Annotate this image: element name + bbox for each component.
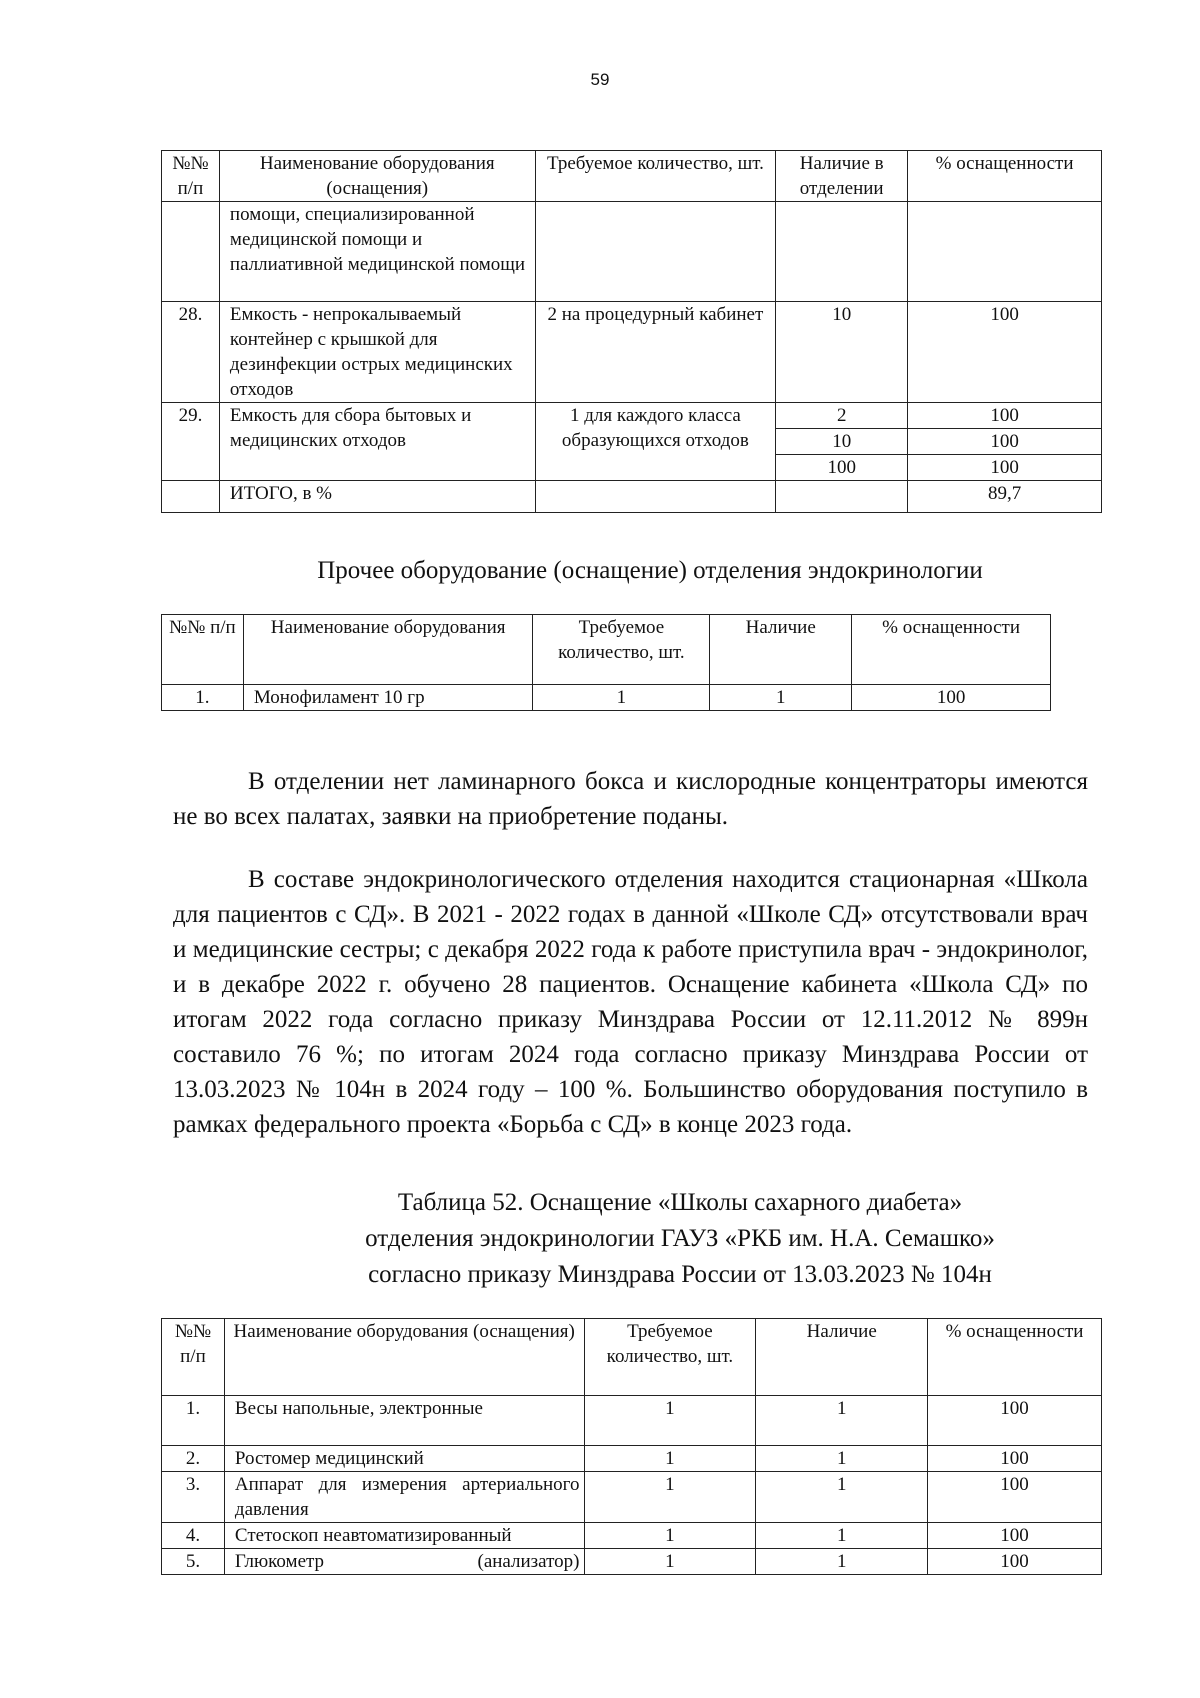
row-percent: 100 (928, 1446, 1102, 1472)
paragraph-1 (173, 764, 1088, 834)
row-name: Стетоскоп неавтоматизированный (224, 1523, 584, 1549)
table-caption (200, 1185, 1160, 1293)
row-required: 1 (533, 685, 710, 711)
header-percent: % оснащенности (908, 151, 1102, 202)
table-row (162, 1472, 1102, 1523)
row-percent: 100 (908, 302, 1102, 403)
row-name: Монофиламент 10 гр (243, 685, 533, 711)
page-number: 59 (590, 70, 610, 89)
row-required: 2 на процедурный кабинет (535, 302, 776, 403)
row-num: 29. (162, 403, 220, 481)
header-available: Наличие (756, 1319, 928, 1396)
row-num: 3. (162, 1472, 225, 1523)
table-header-row (162, 151, 1102, 202)
paragraph-2-text: В составе эндокринологического отделения находится стационарная «Школа для пациентов с СД». В 2021 - 2022 годах в данной «Школе СД» отсутствовали врач и медицинские сестры; с декабря 2022 года к работе приступила врач - эндокринолог, и в декабре 2022 г. обучено 28 пациентов. Оснащение кабинета «Школа СД» по итогам 2022 года согласно приказу Минздрава России от 12.11.2012 № 899н составило 76 %; по итогам 2024 года согласно приказу Минздрава России от 13.03.2023 № 104н в 2024 году – 100 %. Большинство оборудования поступило в рамках федерального проекта «Борьба с СД» в конце 2023 года. (173, 866, 1088, 1138)
header-num: №№ п/п (162, 615, 244, 685)
row-percent: 100 (928, 1523, 1102, 1549)
paragraph-1-text: В отделении нет ламинарного бокса и кислородные концентраторы имеются не во всех палатах, заявки на приобретение поданы. (173, 768, 1088, 830)
row-percent: 100 (928, 1472, 1102, 1523)
caption-line-3: согласно приказу Минздрава России от 13.03.2023 № 104н (368, 1261, 992, 1288)
header-available: Наличие (710, 615, 852, 685)
header-name: Наименование оборудования (оснащения) (224, 1319, 584, 1396)
row-percent: 100 (908, 429, 1102, 455)
row-available: 10 (776, 429, 908, 455)
row-num: 5. (162, 1549, 225, 1575)
row-percent: 100 (852, 685, 1051, 711)
row-available: 1 (756, 1472, 928, 1523)
row-name: Аппарат для измерения артериального давления (224, 1472, 584, 1523)
other-equipment-table (161, 614, 1051, 711)
row-required: 1 (584, 1549, 756, 1575)
caption-line-2: отделения эндокринологии ГАУЗ «РКБ им. Н.А. Семашко» (365, 1225, 995, 1252)
row-percent: 100 (928, 1396, 1102, 1446)
row-available: 1 (710, 685, 852, 711)
section-heading: Прочее оборудование (оснащение) отделения эндокринологии (317, 557, 983, 584)
table-row (162, 403, 1102, 429)
row-name: Емкость - непрокалываемый контейнер с крышкой для дезинфекции острых медицинских отходов (219, 302, 535, 403)
row-required: 1 (584, 1446, 756, 1472)
table-row (162, 302, 1102, 403)
table-row (162, 685, 1051, 711)
row-available: 10 (776, 302, 908, 403)
row-name: помощи, специализированной медицинской помощи и паллиативной медицинской помощи (219, 202, 535, 302)
table-row (162, 202, 1102, 302)
header-name: Наименование оборудования (оснащения) (219, 151, 535, 202)
header-percent: % оснащенности (852, 615, 1051, 685)
row-required: 1 (584, 1472, 756, 1523)
paragraph-2 (173, 862, 1088, 1142)
table-header-row (162, 1319, 1102, 1396)
row-num: 4. (162, 1523, 225, 1549)
row-percent: 100 (908, 455, 1102, 481)
row-num: 2. (162, 1446, 225, 1472)
header-required: Требуемое количество, шт. (533, 615, 710, 685)
row-available: 1 (756, 1396, 928, 1446)
header-percent: % оснащенности (928, 1319, 1102, 1396)
row-required: 1 (584, 1396, 756, 1446)
row-name: Глюкометр (анализатор) (224, 1549, 584, 1575)
diabetes-school-equipment-table (161, 1318, 1102, 1575)
header-num: №№ п/п (162, 151, 220, 202)
header-required: Требуемое количество, шт. (584, 1319, 756, 1396)
table-row (162, 1396, 1102, 1446)
equipment-table-continued (161, 150, 1102, 513)
row-available: 2 (776, 403, 908, 429)
row-num: 1. (162, 1396, 225, 1446)
table-row (162, 1523, 1102, 1549)
table-header-row (162, 615, 1051, 685)
row-name: Весы напольные, электронные (224, 1396, 584, 1446)
row-required: 1 для каждого класса образующихся отходов (535, 403, 776, 481)
row-available: 1 (756, 1446, 928, 1472)
header-required: Требуемое количество, шт. (535, 151, 776, 202)
row-available: 1 (756, 1523, 928, 1549)
row-percent: 100 (908, 403, 1102, 429)
row-required: 1 (584, 1523, 756, 1549)
row-name: Ростомер медицинский (224, 1446, 584, 1472)
row-available: 100 (776, 455, 908, 481)
row-name: Емкость для сбора бытовых и медицинских отходов (219, 403, 535, 481)
caption-line-1: Таблица 52. Оснащение «Школы сахарного диабета» (397, 1189, 963, 1216)
row-num: 1. (162, 685, 244, 711)
header-num: №№ п/п (162, 1319, 225, 1396)
row-available: 1 (756, 1549, 928, 1575)
table-row (162, 1549, 1102, 1575)
row-num: 28. (162, 302, 220, 403)
header-available: Наличие в отделении (776, 151, 908, 202)
header-name: Наименование оборудования (243, 615, 533, 685)
table-row (162, 1446, 1102, 1472)
total-row (162, 481, 1102, 513)
total-label: ИТОГО, в % (219, 481, 535, 513)
row-percent: 100 (928, 1549, 1102, 1575)
total-percent: 89,7 (908, 481, 1102, 513)
